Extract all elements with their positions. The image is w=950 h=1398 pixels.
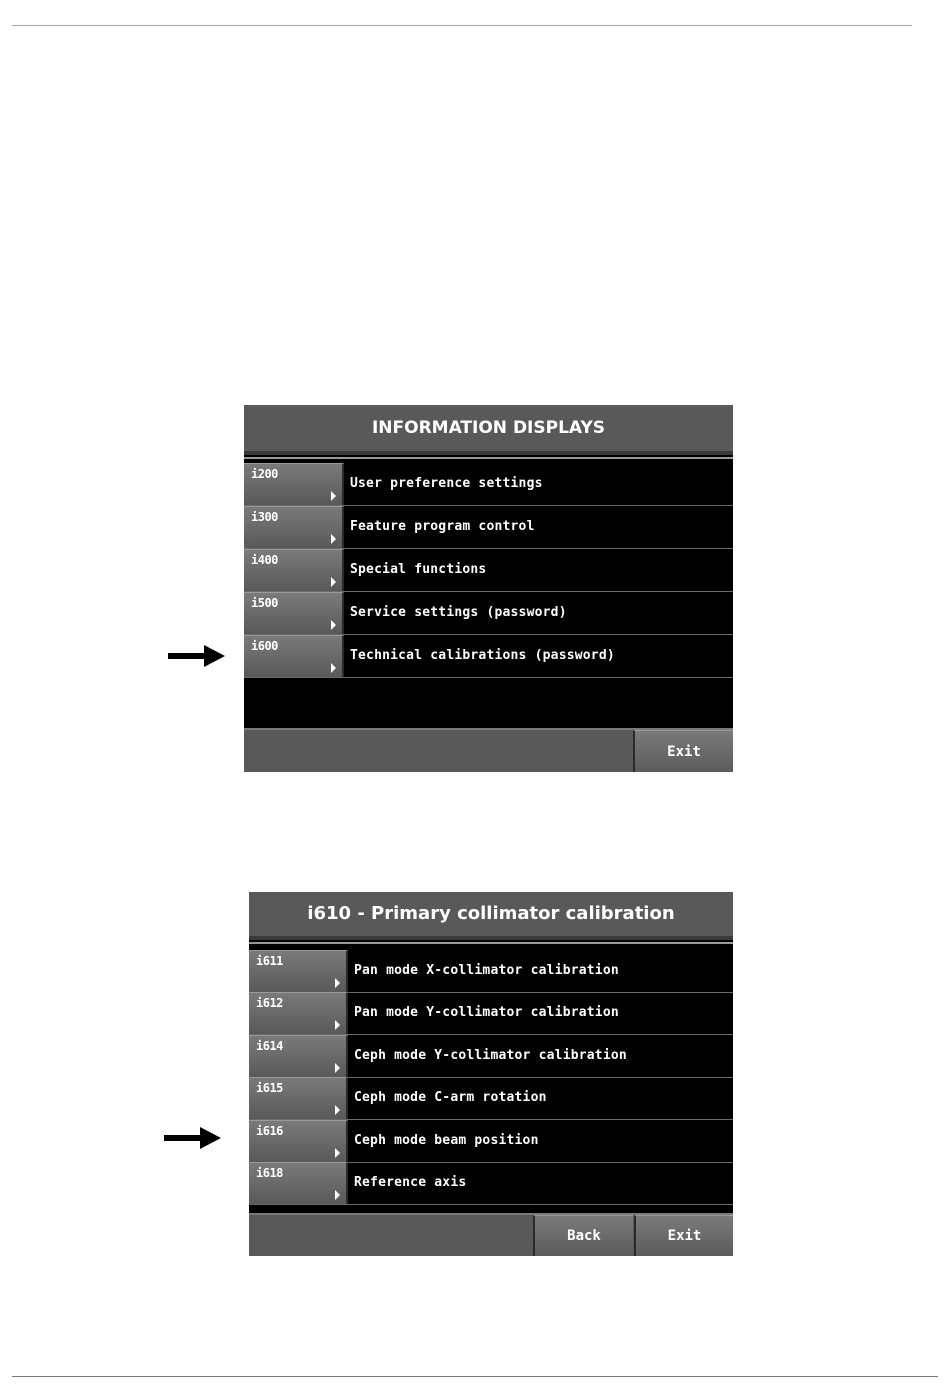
screen-title: INFORMATION DISPLAYS xyxy=(244,405,733,455)
menu-row-i612[interactable] xyxy=(249,992,733,1035)
menu-label: Ceph mode Y-collimator calibration xyxy=(354,1048,627,1063)
menu-button-i200[interactable] xyxy=(244,463,344,505)
menu-label: Service settings (password) xyxy=(350,605,567,620)
menu-code: i500 xyxy=(251,596,278,610)
menu-button-i500[interactable] xyxy=(244,592,344,634)
menu-button-i615[interactable] xyxy=(249,1077,348,1119)
menu-row-i500[interactable] xyxy=(244,592,733,635)
menu-button-i300[interactable] xyxy=(244,506,344,548)
back-button[interactable]: Back xyxy=(533,1215,633,1256)
triangle-right-icon xyxy=(335,1063,340,1073)
menu-row-i200[interactable] xyxy=(244,463,733,506)
footer-bar xyxy=(249,1213,733,1256)
menu-code: i616 xyxy=(256,1124,283,1138)
menu-row-i616[interactable] xyxy=(249,1120,733,1163)
triangle-right-icon xyxy=(331,577,336,587)
menu-label: Ceph mode beam position xyxy=(354,1133,539,1148)
menu-code: i300 xyxy=(251,510,278,524)
menu-button-i400[interactable] xyxy=(244,549,344,591)
footer-bar xyxy=(244,728,733,772)
menu-code: i614 xyxy=(256,1039,283,1053)
menu-button-i618[interactable] xyxy=(249,1162,348,1204)
top-rule xyxy=(12,25,912,26)
menu-label: Special functions xyxy=(350,562,487,577)
menu-button-i616[interactable] xyxy=(249,1120,348,1162)
triangle-right-icon xyxy=(335,1148,340,1158)
triangle-right-icon xyxy=(331,620,336,630)
menu-code: i600 xyxy=(251,639,278,653)
menu-code: i615 xyxy=(256,1081,283,1095)
menu-label: Reference axis xyxy=(354,1175,467,1190)
exit-button[interactable]: Exit xyxy=(633,730,733,772)
menu-code: i612 xyxy=(256,996,283,1010)
triangle-right-icon xyxy=(335,1020,340,1030)
bottom-rule xyxy=(12,1376,938,1377)
menu-code: i611 xyxy=(256,954,283,968)
menu-label: User preference settings xyxy=(350,476,543,491)
menu-label: Feature program control xyxy=(350,519,535,534)
menu-button-i612[interactable] xyxy=(249,992,348,1034)
menu-button-i600[interactable] xyxy=(244,635,344,677)
menu-button-i611[interactable] xyxy=(249,950,348,992)
triangle-right-icon xyxy=(331,663,336,673)
menu-label: Technical calibrations (password) xyxy=(350,648,615,663)
menu-label: Pan mode X-collimator calibration xyxy=(354,963,619,978)
menu-button-i614[interactable] xyxy=(249,1035,348,1077)
menu-row-i618[interactable] xyxy=(249,1162,733,1205)
menu-row-i615[interactable] xyxy=(249,1077,733,1120)
screen-title: i610 - Primary collimator calibration xyxy=(249,892,733,940)
arrow-right-icon xyxy=(164,1125,222,1151)
triangle-right-icon xyxy=(331,491,336,501)
triangle-right-icon xyxy=(331,534,336,544)
menu-row-i611[interactable] xyxy=(249,950,733,993)
menu-code: i200 xyxy=(251,467,278,481)
exit-button[interactable]: Exit xyxy=(634,1215,733,1256)
menu-row-i300[interactable] xyxy=(244,506,733,549)
menu-label: Pan mode Y-collimator calibration xyxy=(354,1005,619,1020)
information-displays-screen xyxy=(244,405,733,772)
menu-code: i618 xyxy=(256,1166,283,1180)
primary-collimator-calibration-screen xyxy=(249,892,733,1256)
triangle-right-icon xyxy=(335,1190,340,1200)
triangle-right-icon xyxy=(335,1105,340,1115)
menu-row-i614[interactable] xyxy=(249,1035,733,1078)
menu-row-i400[interactable] xyxy=(244,549,733,592)
arrow-right-icon xyxy=(168,643,226,669)
menu-label: Ceph mode C-arm rotation xyxy=(354,1090,547,1105)
menu-row-i600[interactable] xyxy=(244,635,733,678)
triangle-right-icon xyxy=(335,978,340,988)
menu-code: i400 xyxy=(251,553,278,567)
